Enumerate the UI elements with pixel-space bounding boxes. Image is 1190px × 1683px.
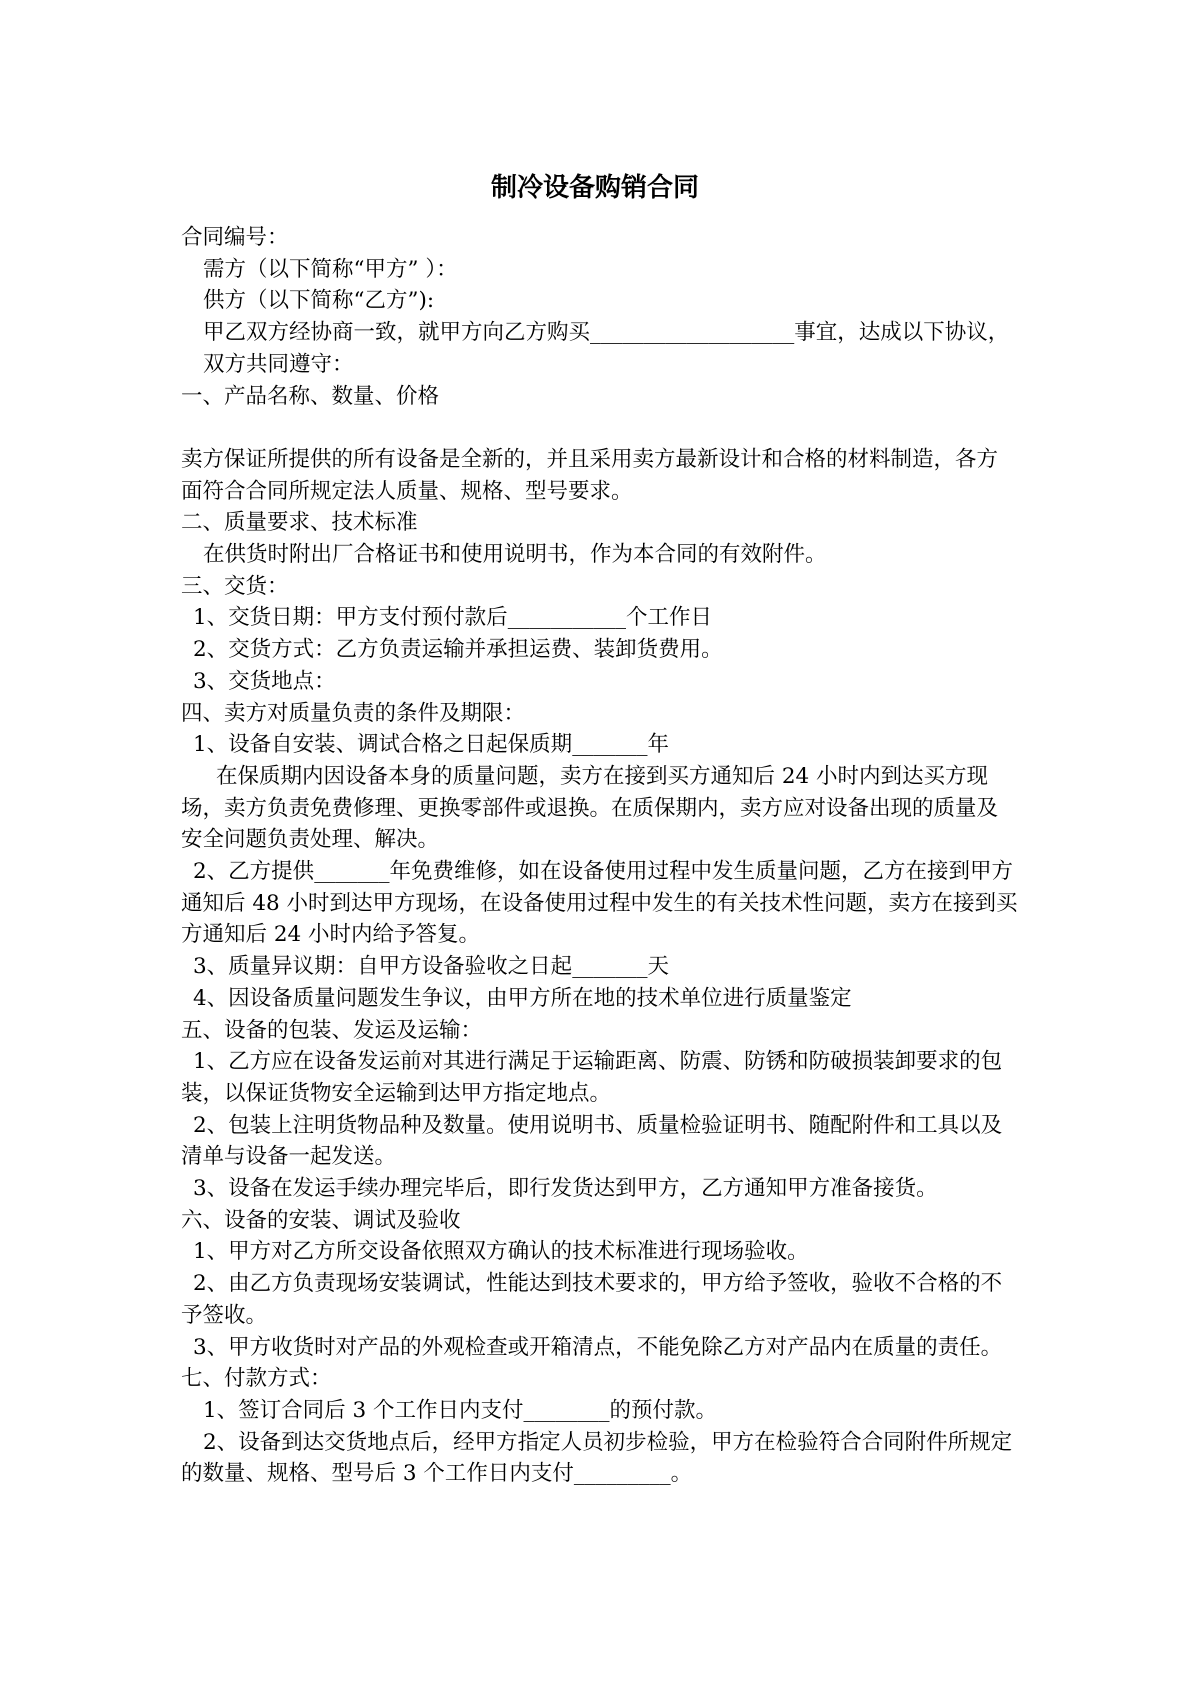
item-text-pre: 2、设备到达交货地点后，经甲方指定人员初步检验，甲方在检验符合合同附件所规定的数量、规格、型号后 3 个工作日内支付: [181, 1429, 1013, 1487]
fill-blank: _________: [573, 1461, 671, 1487]
section-1-heading: 一、产品名称、数量、价格: [181, 383, 440, 409]
section-3-item-2: 2、交货方式：乙方负责运输并承担运费、装卸货费用。: [193, 637, 723, 663]
section-3-heading: 三、交货：: [181, 573, 289, 599]
fill-blank: _______: [572, 954, 648, 980]
intro-text-post: 事宜，达成以下协议，双方共同遵守：: [203, 320, 1010, 377]
item-text-post: 年: [647, 732, 669, 758]
section-6-item-2: 2、由乙方负责现场安装调试，性能达到技术要求的，甲方给予签收，验收不合格的不予签收。: [181, 1271, 1003, 1328]
intro-paragraph: [181, 317, 1019, 380]
section-3-item-1: [181, 602, 1019, 634]
section-7-heading: 七、付款方式：: [181, 1366, 332, 1392]
fill-blank: _______: [572, 732, 648, 758]
section-6-heading: 六、设备的安装、调试及验收: [181, 1207, 461, 1233]
fill-blank: ________: [523, 1398, 610, 1423]
item-text-pre: 2、乙方提供: [193, 859, 315, 885]
section-4-item-3: [181, 951, 1019, 983]
item-text-pre: 3、质量异议期：自甲方设备验收之日起: [193, 954, 573, 980]
section-2-paragraph: 在供货时附出厂合格证书和使用说明书，作为本合同的有效附件。: [203, 542, 827, 568]
section-5-item-2: 2、包装上注明货物品种及数量。使用说明书、质量检验证明书、随配附件和工具以及清单与设备一起发送。: [181, 1112, 1003, 1170]
item-text-post: 天: [647, 954, 669, 980]
section-4-heading: 四、卖方对质量负责的条件及期限：: [181, 700, 526, 726]
section-7-item-1: [181, 1395, 1019, 1427]
section-6-item-3: 3、甲方收货时对产品的外观检查或开箱清点，不能免除乙方对产品内在质量的责任。: [193, 1334, 1003, 1360]
item-text-pre: 1、交货日期：甲方支付预付款后: [193, 605, 508, 631]
section-2-heading: 二、质量要求、技术标准: [181, 510, 418, 536]
party-b: 供方（以下简称“乙方”):: [203, 288, 435, 314]
item-text-post: 年免费维修，如在设备使用过程中发生质量问题，乙方在接到甲方通知后 48 小时到达甲方现场，在设备使用过程中发生的有关技术性问题，卖方在接到买方通知后 24 小时内给予答复。: [181, 859, 1018, 948]
intro-text-pre: 甲乙双方经协商一致，就甲方向乙方购买: [203, 320, 591, 346]
contract-number: 合同编号：: [181, 225, 289, 250]
blank-line: [181, 412, 1019, 444]
party-a: 需方（以下简称“甲方” ）：: [203, 256, 458, 282]
intro-blank: ___________________: [590, 320, 795, 346]
item-text-post: 的预付款。: [609, 1398, 718, 1423]
section-5-item-1: 1、乙方应在设备发运前对其进行满足于运输距离、防震、防锈和防破损装卸要求的包装，以保证货物安全运输到达甲方指定地点。: [181, 1049, 1003, 1106]
document-title: 制冷设备购销合同: [490, 173, 699, 203]
section-1-paragraph: 卖方保证所提供的所有设备是全新的，并且采用卖方最新设计和合格的材料制造，各方面符合合同所规定法人质量、规格、型号要求。: [181, 446, 999, 504]
section-4-item-2: [181, 856, 1019, 951]
section-3-item-3: 3、交货地点：: [193, 668, 336, 694]
item-text-pre: 1、设备自安装、调试合格之日起保质期: [193, 732, 573, 758]
section-7-item-2: [181, 1427, 1019, 1490]
fill-blank: _______: [314, 859, 390, 885]
section-4-item-1: [181, 729, 1019, 761]
section-6-item-1: 1、甲方对乙方所交设备依照双方确认的技术标准进行现场验收。: [193, 1239, 809, 1265]
section-5-heading: 五、设备的包装、发运及运输：: [181, 1017, 483, 1043]
section-5-item-3: 3、设备在发运手续办理完毕后，即行发货达到甲方，乙方通知甲方准备接货。: [193, 1176, 938, 1202]
document-body: [181, 222, 1019, 1490]
item-text-pre: 1、签订合同后 3 个工作日内支付: [203, 1398, 524, 1423]
section-4-item-1-paragraph: 在保质期内因设备本身的质量问题，卖方在接到买方通知后 24 小时内到达买方现场，卖方负责免费修理、更换零部件或退换。在质保期内，卖方应对设备出现的质量及安全问题负责处理、解决。: [181, 763, 999, 853]
item-text-post: 。: [670, 1461, 693, 1487]
fill-blank: ___________: [507, 605, 626, 631]
section-4-item-4: 4、因设备质量问题发生争议，由甲方所在地的技术单位进行质量鉴定: [193, 985, 852, 1011]
item-text-post: 个工作日: [625, 605, 712, 631]
